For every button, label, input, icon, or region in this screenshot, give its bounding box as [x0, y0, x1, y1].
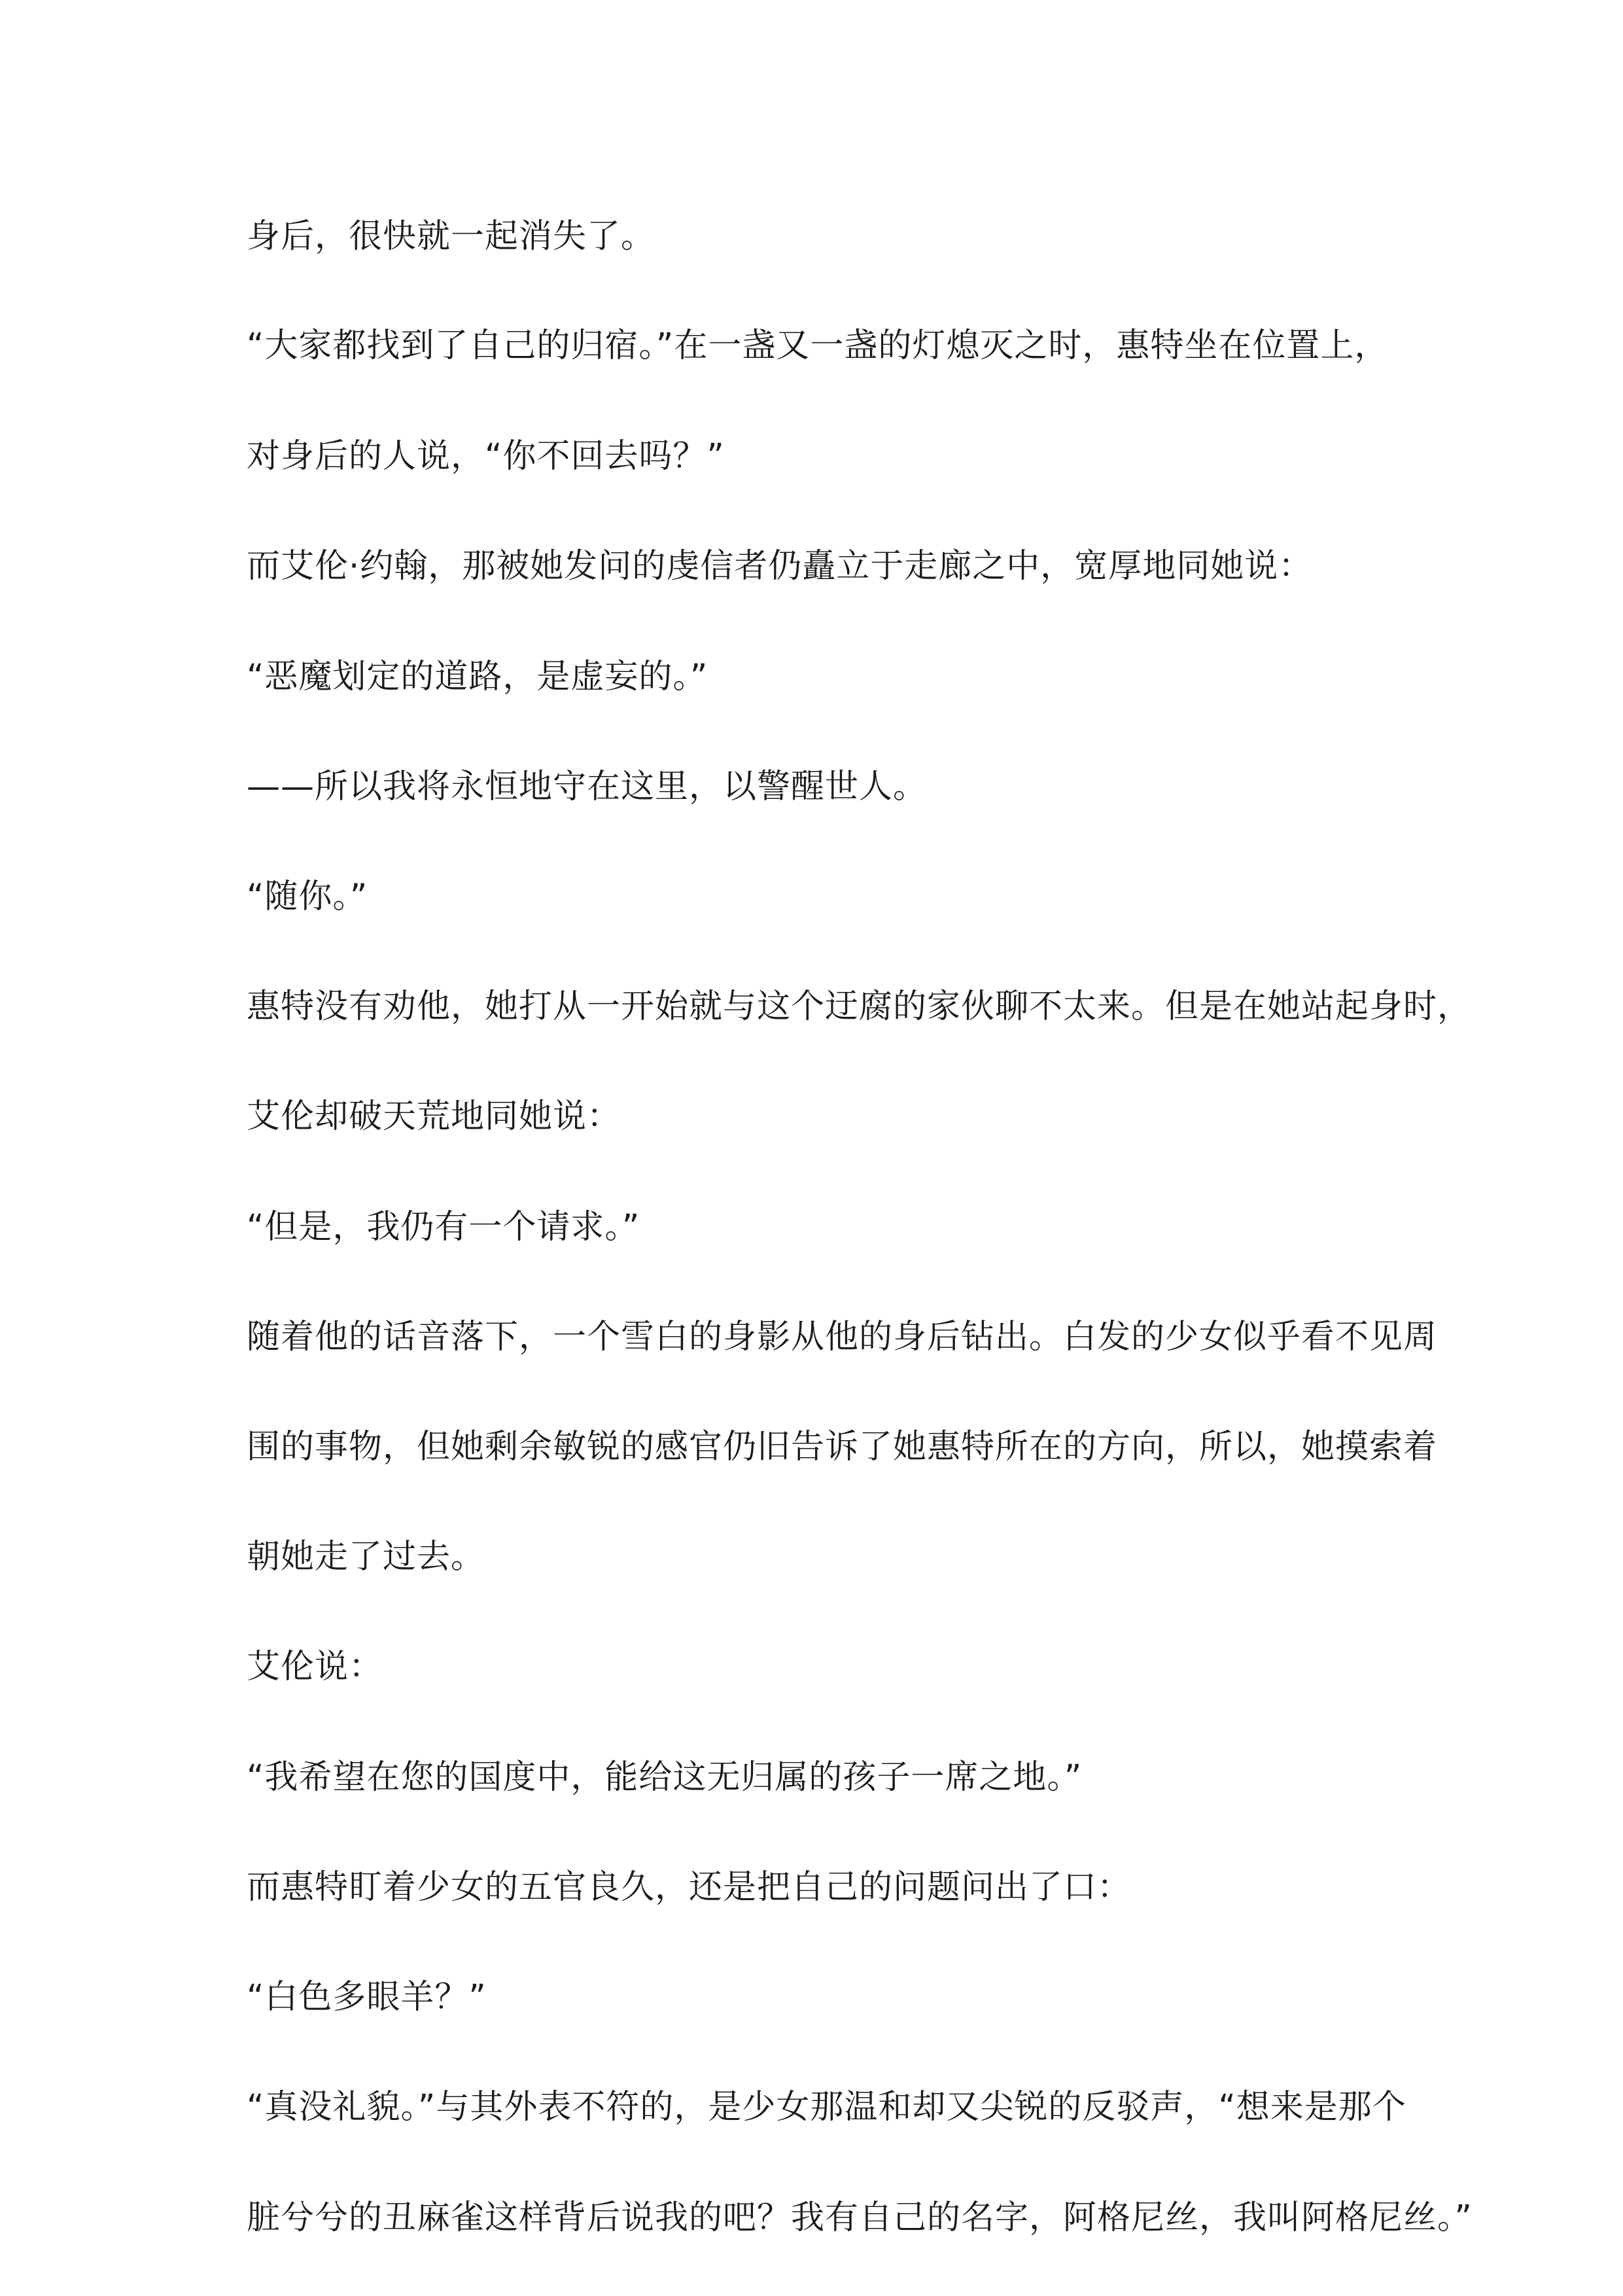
text-line: 而艾伦·约翰，那被她发问的虔信者仍矗立于走廊之中，宽厚地同她说：: [247, 547, 1313, 586]
text-line: “恶魔划定的道路，是虚妄的。”: [247, 658, 708, 696]
text-line: 而惠特盯着少女的五官良久，还是把自己的问题问出了口：: [247, 1868, 1132, 1907]
text-line: 朝她走了过去。: [247, 1538, 485, 1576]
text-line: “大家都找到了自己的归宿。”在一盏又一盏的灯熄灭之时，惠特坐在位置上，: [247, 327, 1389, 365]
text-line: “随你。”: [247, 877, 368, 916]
text-line: 随着他的话音落下，一个雪白的身影从他的身后钻出。白发的少女似乎看不见周: [247, 1318, 1438, 1356]
text-line: ——所以我将永恒地守在这里，以警醒世人。: [247, 768, 928, 806]
text-line: 脏兮兮的丑麻雀这样背后说我的吧？我有自己的名字，阿格尼丝，我叫阿格尼丝。”: [247, 2199, 1473, 2237]
text-line: 艾伦说：: [247, 1648, 383, 1686]
text-line: 身后，很快就一起消失了。: [247, 217, 655, 256]
text-line: 艾伦却破天荒地同她说：: [247, 1097, 621, 1136]
text-line: “白色多眼羊？”: [247, 1978, 487, 2017]
text-line: 围的事物，但她剩余敏锐的感官仍旧告诉了她惠特所在的方向，所以，她摸索着: [247, 1428, 1438, 1466]
text-line: “真没礼貌。”与其外表不符的，是少女那温和却又尖锐的反驳声，“想来是那个: [247, 2088, 1406, 2127]
text-line: 对身后的人说，“你不回去吗？”: [247, 437, 725, 476]
text-line: 惠特没有劝他，她打从一开始就与这个迂腐的家伙聊不太来。但是在她站起身时，: [247, 987, 1472, 1026]
text-line: “但是，我仍有一个请求。”: [247, 1208, 640, 1246]
text-line: “我希望在您的国度中，能给这无归属的孩子一席之地。”: [247, 1758, 1083, 1797]
